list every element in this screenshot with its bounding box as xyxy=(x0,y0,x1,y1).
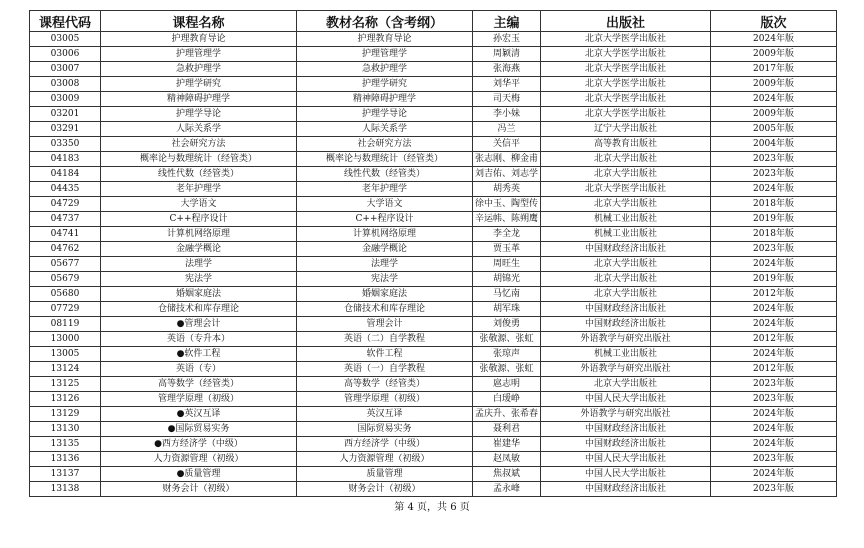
publisher-cell: 外语教学与研究出版社 xyxy=(541,332,711,347)
textbook-name-cell: 宪法学 xyxy=(297,272,473,287)
table-row xyxy=(30,122,837,137)
edition-cell: 2024年版 xyxy=(711,92,837,107)
table-row xyxy=(30,242,837,257)
editor-cell: 周旺生 xyxy=(473,257,541,272)
publisher-cell: 北京大学医学出版社 xyxy=(541,107,711,122)
edition-cell: 2024年版 xyxy=(711,32,837,47)
table-body xyxy=(30,32,837,497)
editor-cell: 崔建华 xyxy=(473,437,541,452)
textbook-name-cell: 人际关系学 xyxy=(297,122,473,137)
editor-cell: 张海燕 xyxy=(473,62,541,77)
course-code-cell: 04183 xyxy=(30,152,101,167)
course-code-cell: 08119 xyxy=(30,317,101,332)
course-name-cell: 护理学导论 xyxy=(101,107,297,122)
header-editor: 主编 xyxy=(473,11,541,32)
course-code-cell: 07729 xyxy=(30,302,101,317)
editor-cell: 扈志明 xyxy=(473,377,541,392)
table-row xyxy=(30,467,837,482)
course-code-cell: 13129 xyxy=(30,407,101,422)
publisher-cell: 高等教育出版社 xyxy=(541,137,711,152)
editor-cell: 孟永峰 xyxy=(473,482,541,497)
course-name-cell: ●国际贸易实务 xyxy=(101,422,297,437)
edition-cell: 2019年版 xyxy=(711,212,837,227)
edition-cell: 2009年版 xyxy=(711,107,837,122)
edition-cell: 2009年版 xyxy=(711,47,837,62)
edition-cell: 2024年版 xyxy=(711,317,837,332)
publisher-cell: 辽宁大学出版社 xyxy=(541,122,711,137)
course-name-cell: 财务会计（初级） xyxy=(101,482,297,497)
publisher-cell: 中国人民大学出版社 xyxy=(541,467,711,482)
edition-cell: 2012年版 xyxy=(711,362,837,377)
table-row xyxy=(30,437,837,452)
editor-cell: 白瑷峥 xyxy=(473,392,541,407)
header-course-code: 课程代码 xyxy=(30,11,101,32)
edition-cell: 2023年版 xyxy=(711,167,837,182)
textbook-name-cell: 精神障碍护理学 xyxy=(297,92,473,107)
table-row xyxy=(30,77,837,92)
course-name-cell: 急救护理学 xyxy=(101,62,297,77)
table-row xyxy=(30,32,837,47)
publisher-cell: 机械工业出版社 xyxy=(541,212,711,227)
publisher-cell: 中国财政经济出版社 xyxy=(541,482,711,497)
editor-cell: 赵凤敏 xyxy=(473,452,541,467)
edition-cell: 2012年版 xyxy=(711,287,837,302)
course-code-cell: 13124 xyxy=(30,362,101,377)
table-row xyxy=(30,107,837,122)
editor-cell: 胡秀英 xyxy=(473,182,541,197)
header-textbook-name: 教材名称（含考纲） xyxy=(297,11,473,32)
publisher-cell: 北京大学出版社 xyxy=(541,167,711,182)
publisher-cell: 中国财政经济出版社 xyxy=(541,302,711,317)
edition-cell: 2024年版 xyxy=(711,302,837,317)
course-name-cell: C++程序设计 xyxy=(101,212,297,227)
textbook-name-cell: 老年护理学 xyxy=(297,182,473,197)
table-row xyxy=(30,482,837,497)
header-publisher: 出版社 xyxy=(541,11,711,32)
course-code-cell: 04435 xyxy=(30,182,101,197)
publisher-cell: 北京大学出版社 xyxy=(541,197,711,212)
publisher-cell: 中国财政经济出版社 xyxy=(541,317,711,332)
publisher-cell: 北京大学医学出版社 xyxy=(541,32,711,47)
course-name-cell: 护理学研究 xyxy=(101,77,297,92)
textbook-name-cell: 财务会计（初级） xyxy=(297,482,473,497)
course-name-cell: 人力资源管理（初级） xyxy=(101,452,297,467)
course-name-cell: 老年护理学 xyxy=(101,182,297,197)
course-code-cell: 05677 xyxy=(30,257,101,272)
publisher-cell: 北京大学医学出版社 xyxy=(541,47,711,62)
edition-cell: 2024年版 xyxy=(711,422,837,437)
textbook-name-cell: 国际贸易实务 xyxy=(297,422,473,437)
course-name-cell: 仓储技术和库存理论 xyxy=(101,302,297,317)
edition-cell: 2023年版 xyxy=(711,482,837,497)
course-name-cell: 线性代数（经管类） xyxy=(101,167,297,182)
textbook-name-cell: 英语（一）自学教程 xyxy=(297,362,473,377)
editor-cell: 冯兰 xyxy=(473,122,541,137)
publisher-cell: 机械工业出版社 xyxy=(541,227,711,242)
course-code-cell: 04737 xyxy=(30,212,101,227)
course-name-cell: ●质量管理 xyxy=(101,467,297,482)
publisher-cell: 北京大学医学出版社 xyxy=(541,62,711,77)
table-row xyxy=(30,317,837,332)
edition-cell: 2024年版 xyxy=(711,257,837,272)
course-name-cell: 管理学原理（初级） xyxy=(101,392,297,407)
table-row xyxy=(30,257,837,272)
course-name-cell: ●管理会计 xyxy=(101,317,297,332)
textbook-name-cell: 仓储技术和库存理论 xyxy=(297,302,473,317)
editor-cell: 刘吉佑、刘志学 xyxy=(473,167,541,182)
textbook-name-cell: 西方经济学（中级） xyxy=(297,437,473,452)
table-row xyxy=(30,362,837,377)
table-row xyxy=(30,62,837,77)
page-total: 6 xyxy=(450,502,457,513)
edition-cell: 2023年版 xyxy=(711,377,837,392)
edition-cell: 2024年版 xyxy=(711,407,837,422)
edition-cell: 2024年版 xyxy=(711,437,837,452)
edition-cell: 2004年版 xyxy=(711,137,837,152)
publisher-cell: 北京大学医学出版社 xyxy=(541,182,711,197)
table-row xyxy=(30,137,837,152)
course-code-cell: 04729 xyxy=(30,197,101,212)
textbook-name-cell: C++程序设计 xyxy=(297,212,473,227)
textbook-table xyxy=(29,10,837,497)
textbook-name-cell: 法理学 xyxy=(297,257,473,272)
editor-cell: 辛运帏、陈朔鹰 xyxy=(473,212,541,227)
course-name-cell: 计算机网络原理 xyxy=(101,227,297,242)
course-code-cell: 03007 xyxy=(30,62,101,77)
edition-cell: 2023年版 xyxy=(711,452,837,467)
table-row xyxy=(30,287,837,302)
edition-cell: 2023年版 xyxy=(711,242,837,257)
course-code-cell: 13137 xyxy=(30,467,101,482)
table-header-row xyxy=(30,11,837,32)
table-row xyxy=(30,167,837,182)
publisher-cell: 外语教学与研究出版社 xyxy=(541,362,711,377)
course-code-cell: 13136 xyxy=(30,452,101,467)
textbook-name-cell: 急救护理学 xyxy=(297,62,473,77)
edition-cell: 2012年版 xyxy=(711,332,837,347)
table-row xyxy=(30,47,837,62)
course-code-cell: 13130 xyxy=(30,422,101,437)
header-course-name: 课程名称 xyxy=(101,11,297,32)
textbook-name-cell: 社会研究方法 xyxy=(297,137,473,152)
course-code-cell: 05680 xyxy=(30,287,101,302)
header-edition: 版次 xyxy=(711,11,837,32)
editor-cell: 孟庆升、张希春 xyxy=(473,407,541,422)
textbook-name-cell: 护理管理学 xyxy=(297,47,473,62)
textbook-name-cell: 护理学导论 xyxy=(297,107,473,122)
textbook-name-cell: 软件工程 xyxy=(297,347,473,362)
course-name-cell: 金融学概论 xyxy=(101,242,297,257)
textbook-name-cell: 管理会计 xyxy=(297,317,473,332)
textbook-name-cell: 质量管理 xyxy=(297,467,473,482)
editor-cell: 张敬源、张虹 xyxy=(473,332,541,347)
course-code-cell: 13138 xyxy=(30,482,101,497)
course-name-cell: ●软件工程 xyxy=(101,347,297,362)
publisher-cell: 北京大学出版社 xyxy=(541,287,711,302)
textbook-name-cell: 护理教育导论 xyxy=(297,32,473,47)
editor-cell: 胡锦光 xyxy=(473,272,541,287)
publisher-cell: 北京大学出版社 xyxy=(541,377,711,392)
textbook-name-cell: 线性代数（经管类） xyxy=(297,167,473,182)
course-code-cell: 04184 xyxy=(30,167,101,182)
course-name-cell: 婚姻家庭法 xyxy=(101,287,297,302)
textbook-name-cell: 英汉互译 xyxy=(297,407,473,422)
course-code-cell: 03006 xyxy=(30,47,101,62)
course-name-cell: ●英汉互译 xyxy=(101,407,297,422)
course-code-cell: 13000 xyxy=(30,332,101,347)
editor-cell: 周颖清 xyxy=(473,47,541,62)
table-row xyxy=(30,452,837,467)
publisher-cell: 中国财政经济出版社 xyxy=(541,242,711,257)
course-code-cell: 05679 xyxy=(30,272,101,287)
course-name-cell: 概率论与数理统计（经管类） xyxy=(101,152,297,167)
table-row xyxy=(30,347,837,362)
course-name-cell: 护理教育导论 xyxy=(101,32,297,47)
course-code-cell: 03201 xyxy=(30,107,101,122)
textbook-name-cell: 管理学原理（初级） xyxy=(297,392,473,407)
editor-cell: 刘华平 xyxy=(473,77,541,92)
textbook-name-cell: 护理学研究 xyxy=(297,77,473,92)
textbook-name-cell: 英语（二）自学教程 xyxy=(297,332,473,347)
course-name-cell: 护理管理学 xyxy=(101,47,297,62)
publisher-cell: 北京大学出版社 xyxy=(541,152,711,167)
course-name-cell: 大学语文 xyxy=(101,197,297,212)
table-row xyxy=(30,407,837,422)
edition-cell: 2023年版 xyxy=(711,392,837,407)
textbook-name-cell: 大学语文 xyxy=(297,197,473,212)
page-prefix: 第 xyxy=(394,502,405,513)
course-code-cell: 03350 xyxy=(30,137,101,152)
table-row xyxy=(30,212,837,227)
course-name-cell: 英语（专升本） xyxy=(101,332,297,347)
publisher-cell: 外语教学与研究出版社 xyxy=(541,407,711,422)
edition-cell: 2023年版 xyxy=(711,152,837,167)
table-row xyxy=(30,227,837,242)
course-code-cell: 04741 xyxy=(30,227,101,242)
course-name-cell: ●西方经济学（中级） xyxy=(101,437,297,452)
table-row xyxy=(30,152,837,167)
editor-cell: 孙宏玉 xyxy=(473,32,541,47)
page-middle: 页，共 xyxy=(417,502,447,513)
publisher-cell: 北京大学出版社 xyxy=(541,257,711,272)
editor-cell: 刘俊勇 xyxy=(473,317,541,332)
course-code-cell: 13126 xyxy=(30,392,101,407)
course-name-cell: 高等数学（经管类） xyxy=(101,377,297,392)
course-code-cell: 03008 xyxy=(30,77,101,92)
editor-cell: 聂利君 xyxy=(473,422,541,437)
table-row xyxy=(30,392,837,407)
publisher-cell: 机械工业出版社 xyxy=(541,347,711,362)
table-row xyxy=(30,197,837,212)
table-row xyxy=(30,377,837,392)
edition-cell: 2019年版 xyxy=(711,272,837,287)
course-code-cell: 03291 xyxy=(30,122,101,137)
edition-cell: 2018年版 xyxy=(711,197,837,212)
table-row xyxy=(30,422,837,437)
edition-cell: 2024年版 xyxy=(711,182,837,197)
page-footer xyxy=(0,498,864,513)
course-code-cell: 04762 xyxy=(30,242,101,257)
publisher-cell: 北京大学医学出版社 xyxy=(541,77,711,92)
edition-cell: 2018年版 xyxy=(711,227,837,242)
publisher-cell: 北京大学出版社 xyxy=(541,272,711,287)
edition-cell: 2024年版 xyxy=(711,467,837,482)
textbook-name-cell: 高等数学（经管类） xyxy=(297,377,473,392)
editor-cell: 焦叔斌 xyxy=(473,467,541,482)
table-row xyxy=(30,332,837,347)
course-name-cell: 精神障碍护理学 xyxy=(101,92,297,107)
textbook-name-cell: 概率论与数理统计（经管类） xyxy=(297,152,473,167)
publisher-cell: 中国人民大学出版社 xyxy=(541,452,711,467)
edition-cell: 2009年版 xyxy=(711,77,837,92)
edition-cell: 2017年版 xyxy=(711,62,837,77)
editor-cell: 徐中玉、陶型传 xyxy=(473,197,541,212)
editor-cell: 马忆南 xyxy=(473,287,541,302)
course-name-cell: 法理学 xyxy=(101,257,297,272)
course-code-cell: 03009 xyxy=(30,92,101,107)
course-name-cell: 社会研究方法 xyxy=(101,137,297,152)
edition-cell: 2024年版 xyxy=(711,347,837,362)
editor-cell: 张志刚、柳金甫 xyxy=(473,152,541,167)
editor-cell: 关信平 xyxy=(473,137,541,152)
editor-cell: 张琼声 xyxy=(473,347,541,362)
course-code-cell: 03005 xyxy=(30,32,101,47)
publisher-cell: 中国人民大学出版社 xyxy=(541,392,711,407)
editor-cell: 胡军珠 xyxy=(473,302,541,317)
course-name-cell: 宪法学 xyxy=(101,272,297,287)
page-suffix: 页 xyxy=(459,502,470,513)
course-name-cell: 英语（专） xyxy=(101,362,297,377)
textbook-name-cell: 金融学概论 xyxy=(297,242,473,257)
editor-cell: 司天梅 xyxy=(473,92,541,107)
publisher-cell: 中国财政经济出版社 xyxy=(541,422,711,437)
page-current: 4 xyxy=(407,502,414,513)
table-row xyxy=(30,272,837,287)
textbook-name-cell: 计算机网络原理 xyxy=(297,227,473,242)
publisher-cell: 北京大学医学出版社 xyxy=(541,92,711,107)
textbook-name-cell: 婚姻家庭法 xyxy=(297,287,473,302)
editor-cell: 李全龙 xyxy=(473,227,541,242)
table-row xyxy=(30,92,837,107)
editor-cell: 张敬源、张虹 xyxy=(473,362,541,377)
publisher-cell: 中国财政经济出版社 xyxy=(541,437,711,452)
course-code-cell: 13135 xyxy=(30,437,101,452)
edition-cell: 2005年版 xyxy=(711,122,837,137)
course-code-cell: 13125 xyxy=(30,377,101,392)
editor-cell: 贾玉革 xyxy=(473,242,541,257)
table-row xyxy=(30,302,837,317)
course-code-cell: 13005 xyxy=(30,347,101,362)
textbook-name-cell: 人力资源管理（初级） xyxy=(297,452,473,467)
course-name-cell: 人际关系学 xyxy=(101,122,297,137)
table-row xyxy=(30,182,837,197)
editor-cell: 李小妹 xyxy=(473,107,541,122)
